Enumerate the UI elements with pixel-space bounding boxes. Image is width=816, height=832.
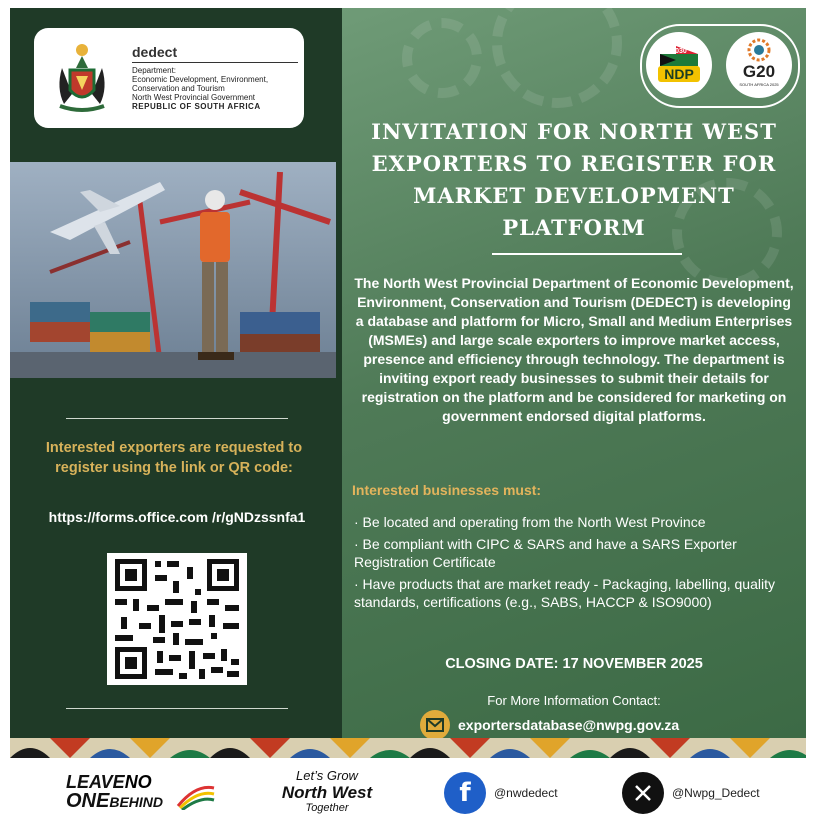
- port-worker-photo: [10, 162, 336, 378]
- lnob-leave: LEAVE: [66, 772, 125, 792]
- title-divider: [492, 253, 682, 255]
- register-instruction: Interested exporters are requested to register using the link or QR code:: [45, 440, 303, 476]
- requirement-item: · Be compliant with CIPC & SARS and have a SARS Exporter Registration Certificate: [354, 535, 737, 570]
- qr-code[interactable]: [107, 553, 247, 685]
- decorative-pattern-band: [10, 738, 806, 758]
- lets-grow-line: Let’s Grow: [296, 768, 358, 783]
- leave-no-one-behind-logo: [62, 770, 212, 816]
- department-line: North West Provincial Government: [132, 93, 256, 102]
- north-west-line: North West: [281, 783, 373, 802]
- dedect-logo-text: [132, 44, 298, 111]
- requirement-item: · Be located and operating from the North West Province: [354, 514, 706, 530]
- contact-label: For More Information Contact:: [487, 693, 661, 708]
- right-panel: [342, 8, 806, 738]
- department-line: Economic Development, Environment,: [132, 75, 269, 84]
- registration-link[interactable]: https://forms.office.com /r/gNDzssnfa1: [48, 509, 306, 525]
- email-address[interactable]: exportersdatabase@nwpg.gov.za: [458, 717, 680, 733]
- closing-date: CLOSING DATE: 17 NOVEMBER 2025: [445, 656, 703, 672]
- email-contact[interactable]: [420, 710, 679, 738]
- requirement-item: · Have products that are market ready - Packaging, labelling, quality standards, certifications (e.g., SABS, HACCP & ISO9000): [354, 575, 775, 610]
- lnob-behind: BEHIND: [109, 794, 164, 810]
- department-line: Conservation and Tourism: [132, 84, 225, 93]
- dedect-logo-card: [34, 28, 304, 128]
- together-line: Together: [305, 802, 349, 814]
- x-icon: [622, 772, 664, 814]
- gear-icon: [492, 8, 622, 108]
- department-label: Department:: [132, 66, 177, 75]
- g20-logo: [726, 32, 792, 98]
- ndp-2030-logo: [646, 32, 712, 98]
- divider: [66, 418, 288, 419]
- ndp-year: 2030: [671, 48, 687, 55]
- ndp-label: NDP: [664, 66, 694, 82]
- x-handle: @Nwpg_Dedect: [672, 786, 760, 800]
- page-title: INVITATION FOR NORTH WEST EXPORTERS TO REGISTER FOR MARKET DEVELOPMENT PLATFORM: [371, 119, 777, 240]
- partner-badges: [640, 24, 800, 108]
- divider: [66, 708, 288, 709]
- x-link[interactable]: [622, 772, 760, 814]
- country-name: REPUBLIC OF SOUTH AFRICA: [132, 102, 261, 111]
- facebook-link[interactable]: [444, 772, 558, 814]
- g20-label: G20: [742, 62, 776, 81]
- requirements-list: [354, 513, 802, 615]
- ndp-flag-icon: [646, 32, 712, 98]
- g20-sub: SOUTH AFRICA 2025: [739, 82, 779, 87]
- requirements-heading: Interested businesses must:: [352, 482, 542, 498]
- lnob-no: NO: [124, 772, 152, 792]
- gear-icon: [402, 18, 482, 98]
- intro-paragraph: The North West Provincial Department of Economic Development, Environment, Conservation and Tourism (DEDECT) is developing a database and platform for Micro, Small and Medium Enterprises (MSMEs) and large scale exporters to improve market access, presence and efficiency through technology. The department is inviting export ready businesses to submit their details for registration on the platform and be considered for marketing on government endorsed digital platforms.: [354, 275, 794, 424]
- footer: [10, 758, 806, 828]
- mail-icon: [420, 710, 450, 738]
- coat-of-arms-icon: [42, 38, 122, 118]
- lets-grow-logo: [272, 768, 382, 814]
- swoosh-icon: [176, 780, 216, 810]
- facebook-handle: @nwdedect: [494, 786, 558, 800]
- facebook-icon: f: [444, 772, 486, 814]
- dedect-brand: dedect: [132, 44, 298, 63]
- lnob-one: ONE: [66, 790, 110, 812]
